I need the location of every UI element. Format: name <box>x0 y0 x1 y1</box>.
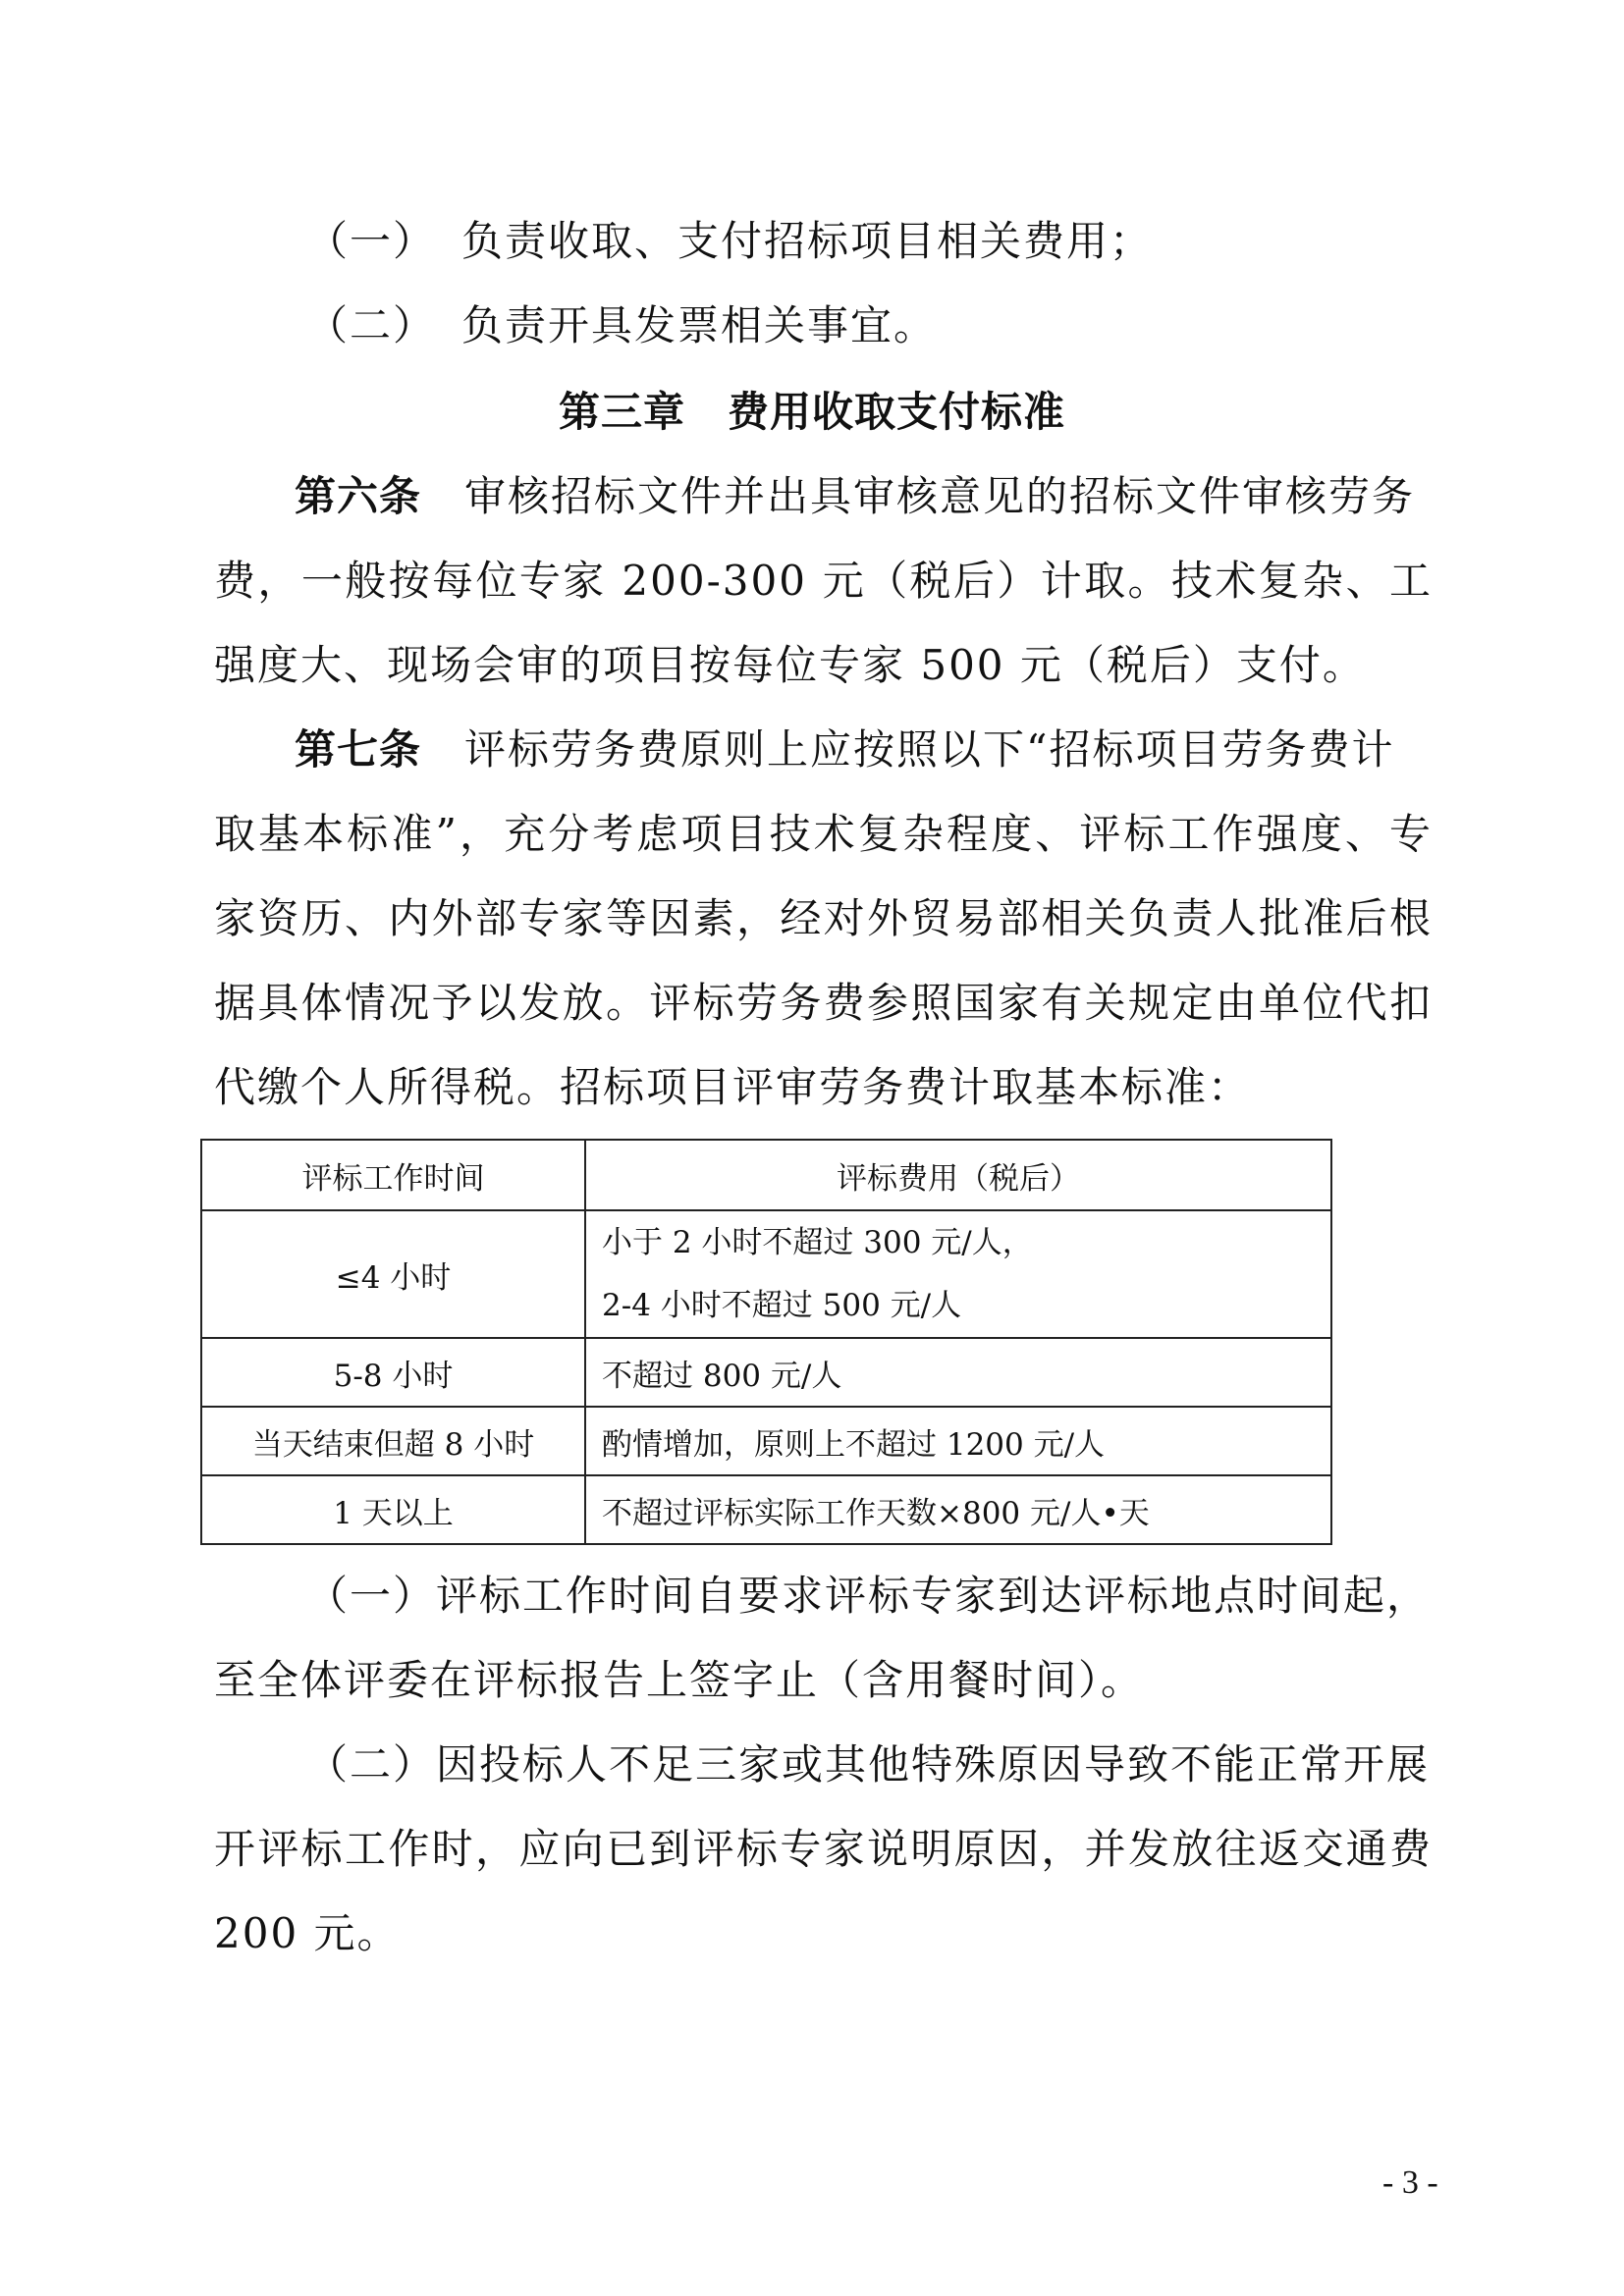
table-header-time: 评标工作时间 <box>201 1140 585 1210</box>
article6-line-1: 审核招标文件并出具审核意见的招标文件审核劳务 <box>464 472 1416 520</box>
table-cell-fee: 不超过 800 元/人 <box>585 1338 1331 1407</box>
fee-line: 2-4 小时不超过 500 元/人 <box>602 1288 962 1323</box>
table-header-row <box>201 1140 1331 1210</box>
article7-line-3: 家资历、内外部专家等因素，经对外贸易部相关负责人批准后根 <box>214 894 1433 942</box>
note2-line-1: （二）因投标人不足三家或其他特殊原因导致不能正常开展 <box>306 1740 1431 1789</box>
article6-first-line <box>295 467 1415 526</box>
list-text: 负责收取、支付招标项目相关费用； <box>461 217 1154 265</box>
article6-line-3: 强度大、现场会审的项目按每位专家 500 元（税后）支付。 <box>214 641 1366 689</box>
article7-line-2: 取基本标准”，充分考虑项目技术复杂程度、评标工作强度、专 <box>214 810 1433 858</box>
table-row <box>201 1475 1331 1544</box>
list-text: 负责开具发票相关事宜。 <box>461 301 938 349</box>
table-row <box>201 1210 1331 1338</box>
fee-line: 小于 2 小时不超过 300 元/人， <box>602 1225 1033 1260</box>
table-cell-time: 5-8 小时 <box>201 1338 585 1407</box>
chapter-title: 第三章 费用收取支付标准 <box>558 388 1065 436</box>
article7-line-4: 据具体情况予以发放。评标劳务费参照国家有关规定由单位代扣 <box>214 979 1433 1027</box>
table-cell-time: ≤4 小时 <box>201 1210 585 1338</box>
table-cell-fee: 酌情增加，原则上不超过 1200 元/人 <box>585 1407 1331 1475</box>
table-cell-fee: 不超过评标实际工作天数×800 元/人•天 <box>585 1475 1331 1544</box>
table-cell-time: 当天结束但超 8 小时 <box>201 1407 585 1475</box>
list-item-2 <box>306 296 937 355</box>
list-item-1 <box>306 212 1153 271</box>
table-cell-time: 1 天以上 <box>201 1475 585 1544</box>
list-marker: （二） <box>306 301 437 349</box>
fee-standard-table <box>200 1139 1332 1545</box>
note1-line-1: （一）评标工作时间自要求评标专家到达评标地点时间起， <box>306 1572 1431 1620</box>
article7-line-5: 代缴个人所得税。招标项目评审劳务费计取基本标准： <box>214 1063 1252 1111</box>
article6-line-2: 费，一般按每位专家 200-300 元（税后）计取。技术复杂、工 <box>214 557 1433 605</box>
list-marker: （一） <box>306 217 437 265</box>
article7-first-line <box>295 721 1395 779</box>
article7-label: 第七条 <box>295 725 422 774</box>
note1-line-2: 至全体评委在评标报告上签字止（含用餐时间）。 <box>214 1656 1145 1704</box>
note2-line-2: 开评标工作时，应向已到评标专家说明原因，并发放往返交通费 <box>214 1825 1433 1873</box>
table-header-fee: 评标费用（税后） <box>585 1140 1331 1210</box>
page-number: - 3 - <box>1382 2164 1438 2201</box>
table-cell-fee <box>585 1210 1331 1338</box>
article6-label: 第六条 <box>295 472 422 520</box>
article7-line-1: 评标劳务费原则上应按照以下“招标项目劳务费计 <box>464 725 1395 774</box>
table-row <box>201 1407 1331 1475</box>
table-row <box>201 1338 1331 1407</box>
note2-line-3: 200 元。 <box>214 1909 401 1957</box>
